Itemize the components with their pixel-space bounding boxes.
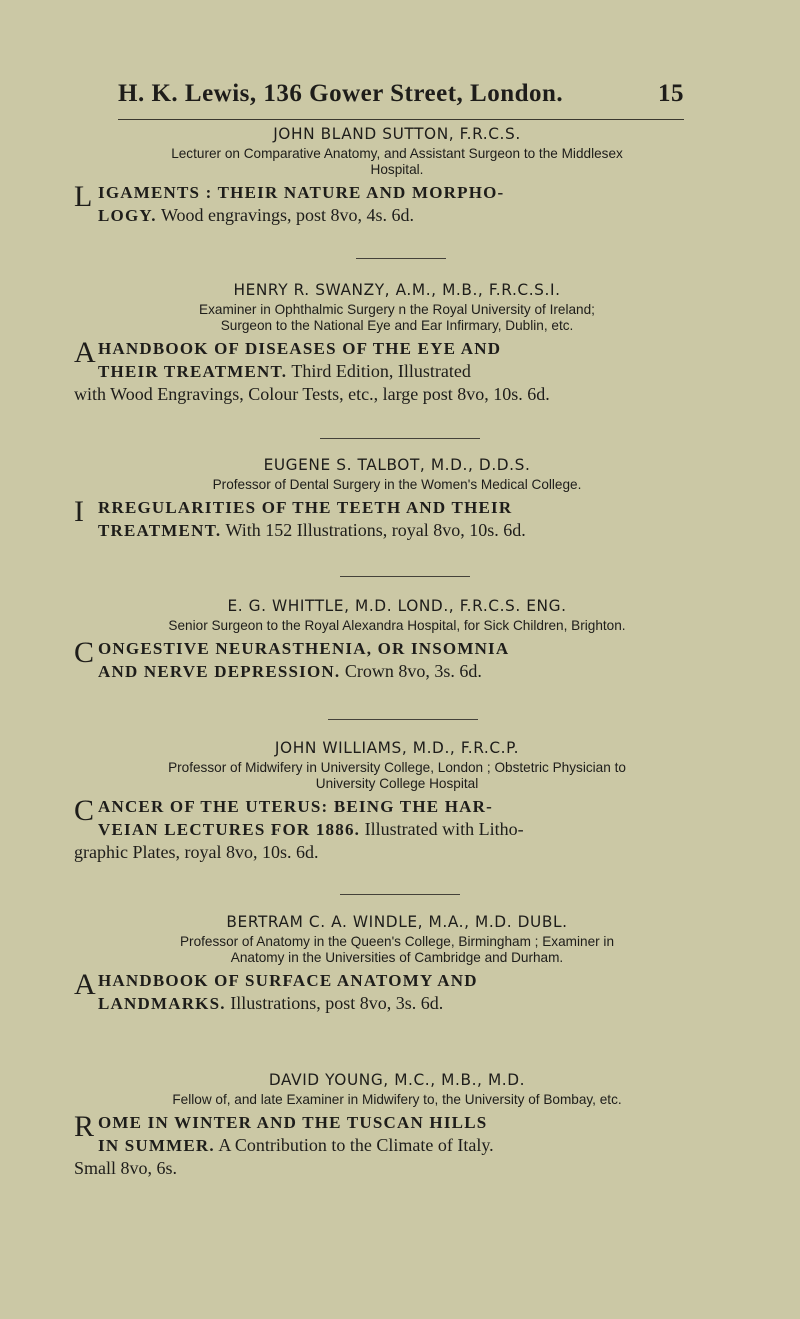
author-name: DAVID YOUNG, M.C., M.B., M.D. bbox=[268, 1070, 526, 1089]
book-title-cont: LOGY. bbox=[98, 206, 157, 225]
drop-cap: R bbox=[74, 1110, 95, 1143]
book-details: Illustrations, post 8vo, 3s. 6d. bbox=[225, 993, 444, 1013]
book-title: OME IN WINTER AND THE TUSCAN HILLS bbox=[98, 1113, 488, 1132]
section-divider bbox=[328, 719, 478, 720]
author-name: JOHN WILLIAMS, M.D., F.R.C.P. bbox=[274, 738, 520, 757]
book-title-cont: LANDMARKS. bbox=[98, 994, 226, 1013]
drop-cap: A bbox=[74, 968, 96, 1001]
book-details: Crown 8vo, 3s. 6d. bbox=[340, 661, 482, 681]
credential-line: Professor of Midwifery in University College, London ; Obstetric Physician to bbox=[168, 760, 626, 775]
book-title-cont: AND NERVE DEPRESSION. bbox=[98, 662, 341, 681]
credential-line: Lecturer on Comparative Anatomy, and Assistant Surgeon to the Middlesex bbox=[171, 146, 623, 161]
book-details: with Wood Engravings, Colour Tests, etc., large post 8vo, 10s. 6d. bbox=[74, 384, 550, 404]
credential-line: Professor of Dental Surgery in the Women's Medical College. bbox=[212, 477, 582, 492]
drop-cap: C bbox=[74, 636, 95, 669]
book-listing bbox=[74, 638, 720, 683]
book-details: With 152 Illustrations, royal 8vo, 10s. 6d. bbox=[221, 520, 526, 540]
book-details: A Contribution to the Climate of Italy. bbox=[214, 1135, 494, 1155]
author-name: HENRY R. SWANZY, A.M., M.B., F.R.C.S.I. bbox=[233, 280, 561, 299]
book-title: HANDBOOK OF SURFACE ANATOMY AND bbox=[98, 971, 478, 990]
entry-talbot bbox=[74, 455, 720, 542]
credential-line: Senior Surgeon to the Royal Alexandra Hospital, for Sick Children, Brighton. bbox=[168, 618, 626, 633]
book-details: Third Edition, Illustrated bbox=[287, 361, 471, 381]
page-number: 15 bbox=[658, 80, 684, 107]
credential-line: University College Hospital bbox=[315, 776, 479, 791]
book-details: Wood engravings, post 8vo, 4s. 6d. bbox=[156, 205, 414, 225]
book-listing bbox=[74, 338, 720, 405]
book-details: Small 8vo, 6s. bbox=[74, 1158, 178, 1178]
section-divider bbox=[340, 576, 470, 577]
book-listing bbox=[74, 970, 720, 1015]
author-name: BERTRAM C. A. WINDLE, M.A., M.D. DUBL. bbox=[226, 912, 568, 931]
credential-line: Professor of Anatomy in the Queen's College, Birmingham ; Examiner in bbox=[179, 934, 615, 949]
book-title: ANCER OF THE UTERUS: BEING THE HAR- bbox=[98, 797, 493, 816]
drop-cap: A bbox=[74, 336, 96, 369]
book-details: graphic Plates, royal 8vo, 10s. 6d. bbox=[74, 842, 319, 862]
credential-line: Examiner in Ophthalmic Surgery n the Royal University of Ireland; bbox=[199, 302, 595, 317]
book-title-cont: THEIR TREATMENT. bbox=[98, 362, 288, 381]
book-title: ONGESTIVE NEURASTHENIA, OR INSOMNIA bbox=[98, 639, 510, 658]
entry-williams bbox=[74, 738, 720, 863]
drop-cap: C bbox=[74, 794, 95, 827]
book-title: RREGULARITIES OF THE TEETH AND THEIR bbox=[98, 498, 513, 517]
book-listing bbox=[74, 497, 720, 542]
book-listing bbox=[74, 796, 720, 863]
credential-line: Fellow of, and late Examiner in Midwifery to, the University of Bombay, etc. bbox=[172, 1092, 622, 1107]
book-title-cont: IN SUMMER. bbox=[98, 1136, 215, 1155]
section-divider bbox=[320, 438, 480, 439]
entry-swanzy bbox=[74, 280, 720, 405]
book-title-cont: TREATMENT. bbox=[98, 521, 222, 540]
author-name: EUGENE S. TALBOT, M.D., D.D.S. bbox=[263, 455, 531, 474]
section-divider bbox=[340, 894, 460, 895]
book-listing bbox=[74, 182, 720, 227]
book-details: Illustrated with Litho- bbox=[360, 819, 524, 839]
credential-line: Hospital. bbox=[370, 162, 424, 177]
credential-line: Surgeon to the National Eye and Ear Infirmary, Dublin, etc. bbox=[220, 318, 574, 333]
author-name: E. G. WHITTLE, M.D. LOND., F.R.C.S. ENG. bbox=[227, 596, 567, 615]
header-rule bbox=[118, 119, 684, 120]
drop-cap: I bbox=[74, 495, 84, 528]
entry-windle bbox=[74, 912, 720, 1015]
book-title: HANDBOOK OF DISEASES OF THE EYE AND bbox=[98, 339, 502, 358]
publisher-address: H. K. Lewis, 136 Gower Street, London. bbox=[118, 80, 564, 107]
book-listing bbox=[74, 1112, 720, 1179]
author-name: JOHN BLAND SUTTON, F.R.C.S. bbox=[273, 124, 521, 143]
entry-sutton bbox=[74, 124, 720, 227]
credential-line: Anatomy in the Universities of Cambridge and Durham. bbox=[230, 950, 564, 965]
running-head bbox=[118, 80, 684, 108]
entry-whittle bbox=[74, 596, 720, 683]
book-title-cont: VEIAN LECTURES FOR 1886. bbox=[98, 820, 361, 839]
drop-cap: L bbox=[74, 180, 93, 213]
section-divider bbox=[356, 258, 446, 259]
book-title: IGAMENTS : THEIR NATURE AND MORPHO- bbox=[98, 183, 505, 202]
entry-young bbox=[74, 1070, 720, 1179]
